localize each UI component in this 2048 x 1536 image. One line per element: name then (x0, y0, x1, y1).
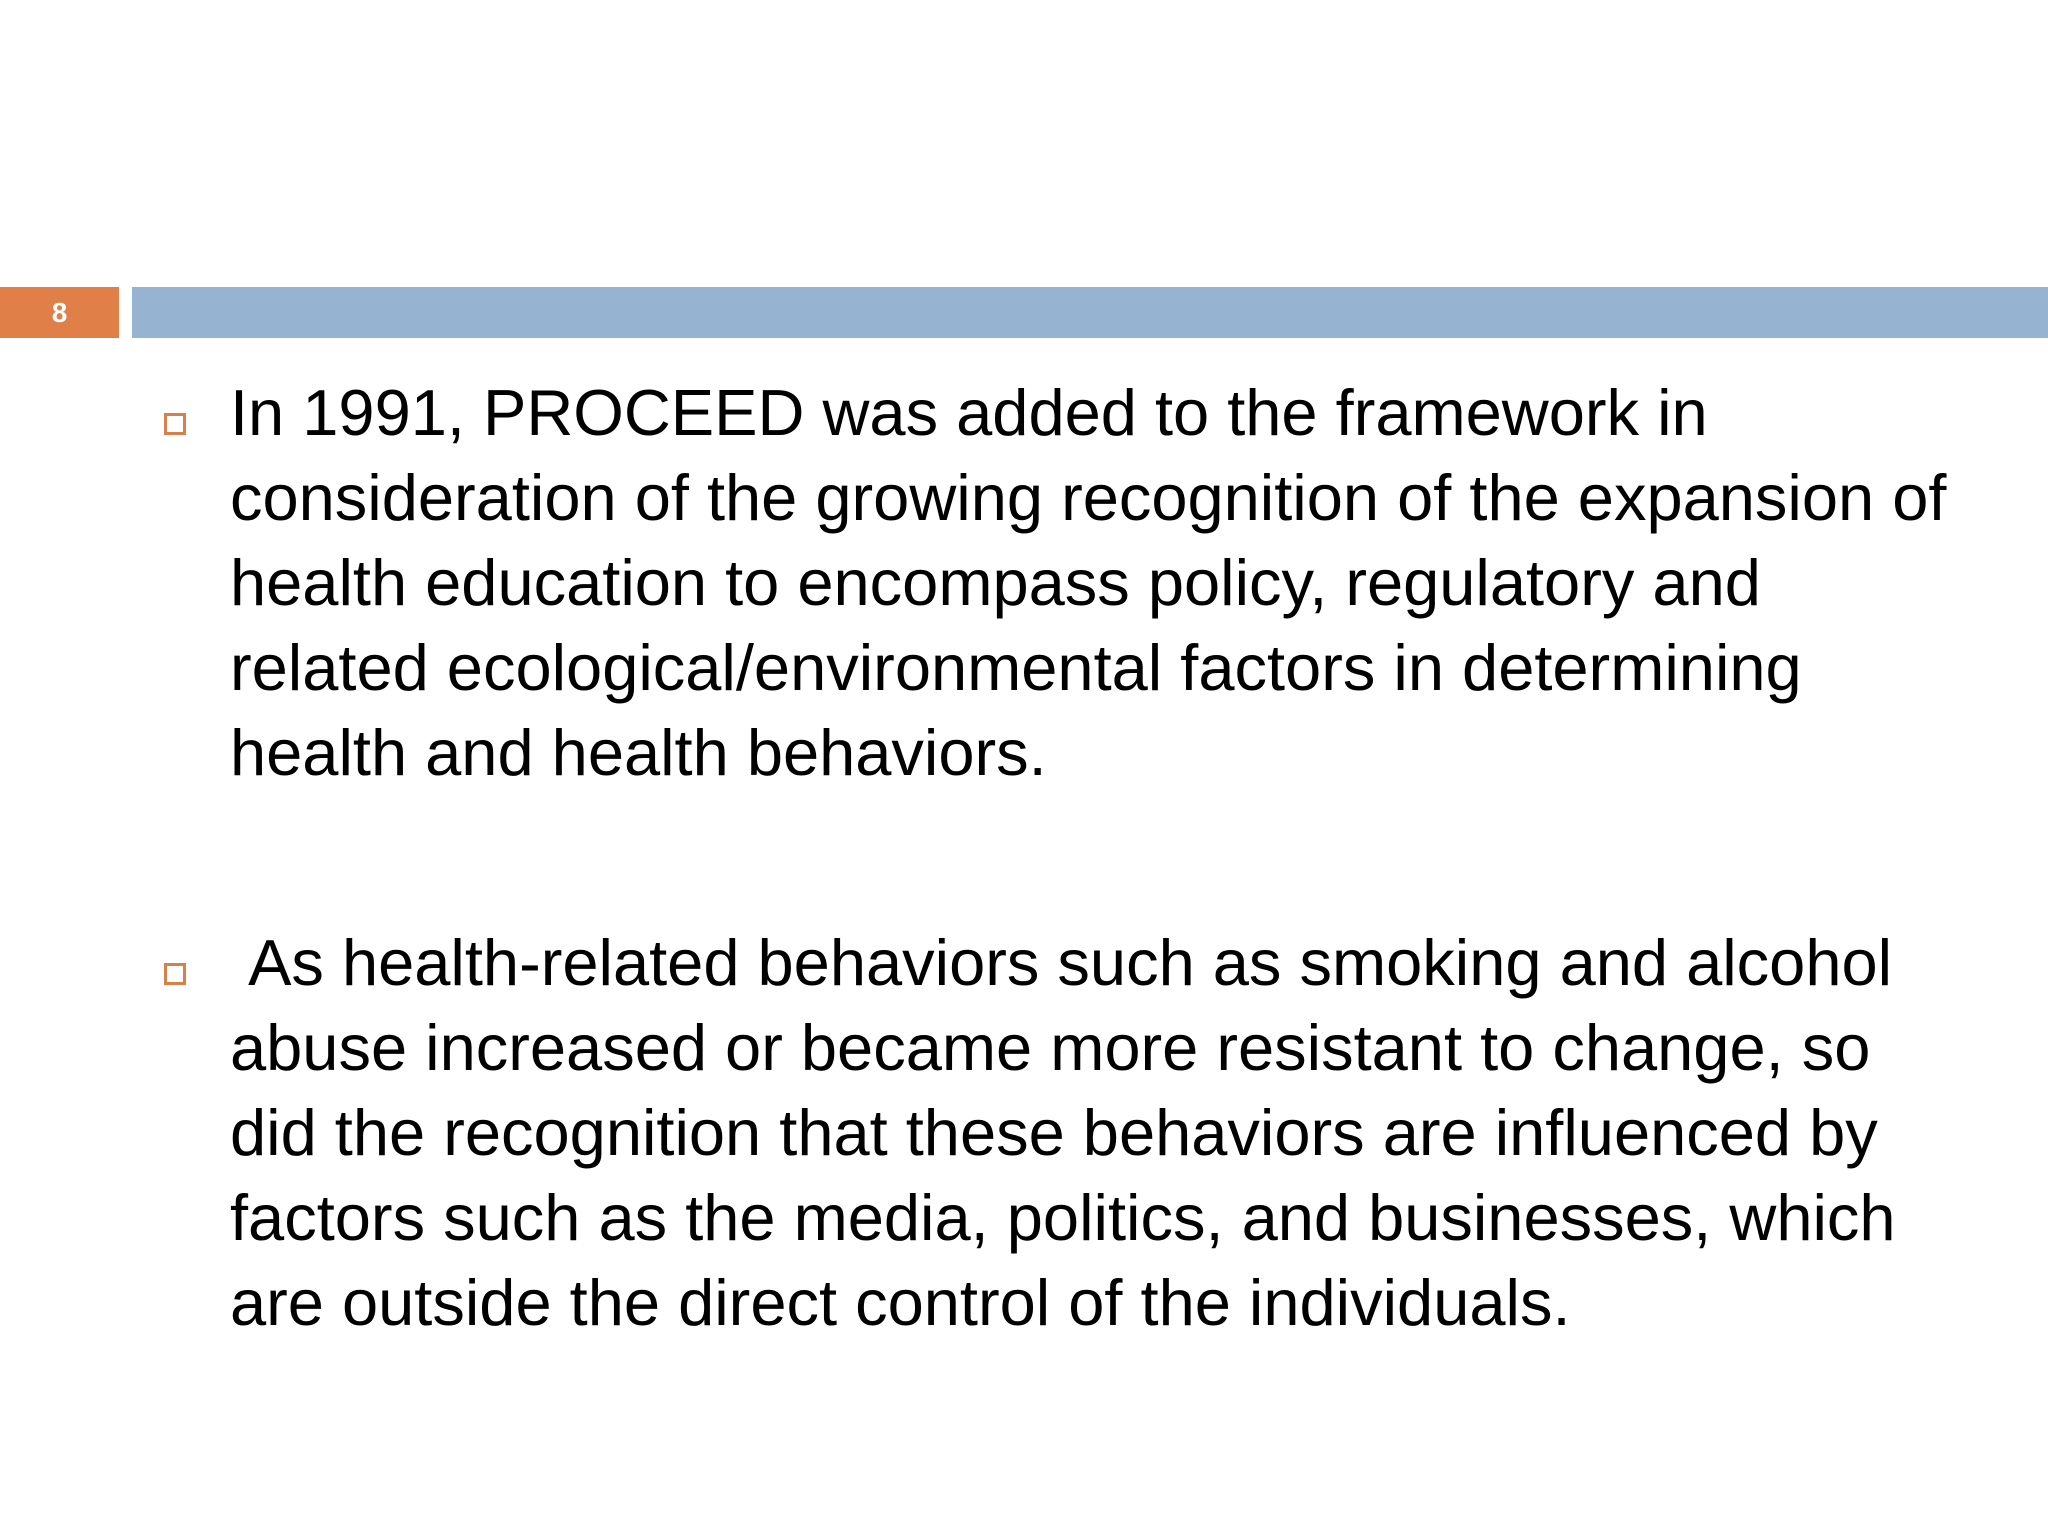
bullet-item (160, 370, 1960, 795)
bullet-list (160, 370, 1960, 1345)
page-number-badge (0, 287, 119, 338)
square-bullet-icon (164, 413, 186, 435)
bullet-item (160, 920, 1960, 1345)
bullet-text: As health-related behaviors such as smoking and alcohol abuse increased or became more resistant to change, so did the recognition that these behaviors are influenced by factors such as the media, politics, and businesses, which are outside the direct control of the individuals. (230, 926, 1914, 1339)
square-bullet-icon (164, 963, 186, 985)
page-number: 8 (51, 296, 68, 328)
header-bar (132, 287, 2048, 338)
bullet-text: In 1991, PROCEED was added to the framework in consideration of the growing recognition of the expansion of health education to encompass policy, regulatory and related ecological/environmental factors in determining health and health behaviors. (230, 376, 1947, 789)
